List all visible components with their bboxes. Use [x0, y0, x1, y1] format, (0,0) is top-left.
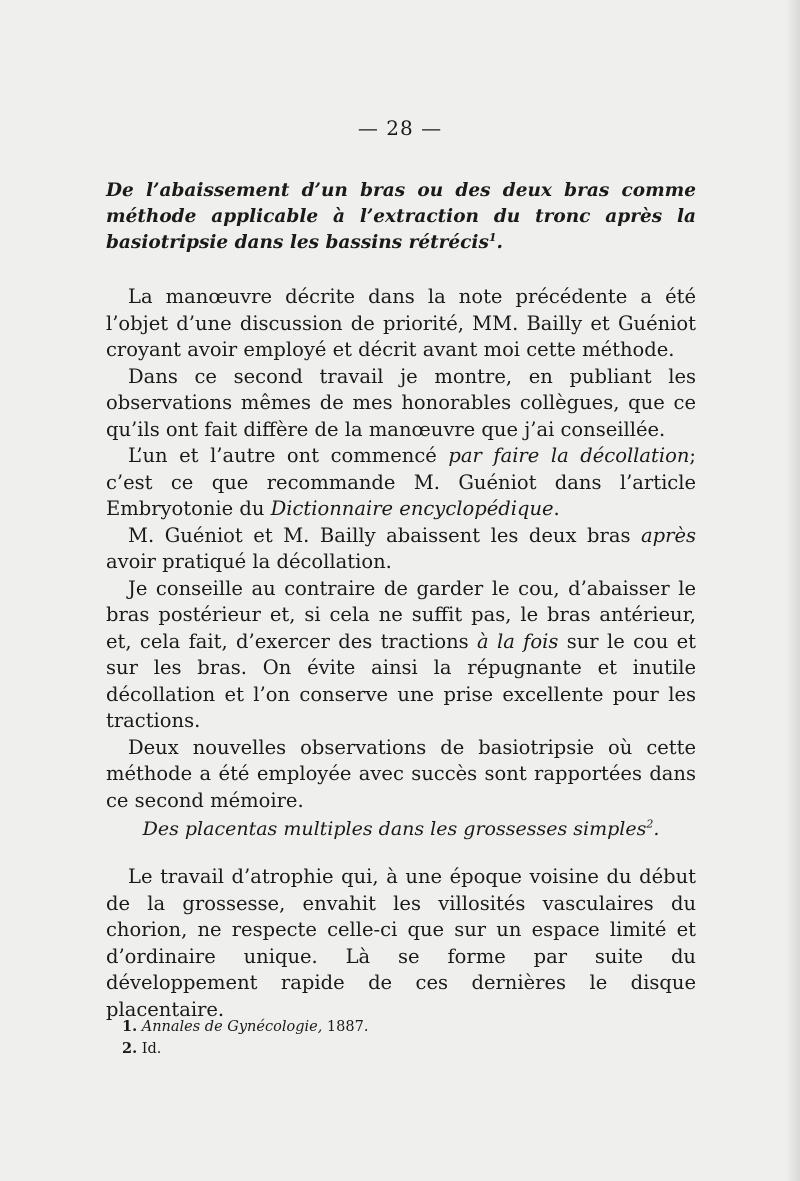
footnotes: [122, 1016, 622, 1060]
section-heading: Des placentas multiples dans les grossesses simples$^2$.: [142, 817, 660, 840]
emphasis: à la fois: [477, 629, 559, 653]
paragraph: Le travail d’atrophie qui, à une époque voisine du début de la grossesse, envahit les villosités vasculaires du chorion, ne respecte celle-ci que sur un espace limité et d’ordinaire unique. Là se forme par suite du développement rapide de ces dernières le disque placentaire.: [106, 865, 696, 1021]
paragraph: M. Guéniot et M. Bailly abaissent les deux bras après avoir pratiqué la décollation.: [106, 523, 696, 573]
emphasis: Dictionnaire encyclopédique: [270, 497, 554, 520]
emphasis: après: [641, 523, 696, 547]
paragraph: L’un et l’autre ont commencé par faire la décollation; c’est ce que recommande M. Guéniot dans l’article Embryotonie du Dictionnaire encyclopédique.: [106, 444, 696, 520]
footnote-ref: 1: [488, 230, 497, 244]
paragraph: Je conseille au contraire de garder le cou, d’abaisser le bras postérieur et, si cela ne suffit pas, le bras antérieur, et, cela fait, d’exercer des tractions à la fois sur le cou et sur les bras. On évite ainsi la répugnante et inutile décollation et l’on conserve une prise excellente pour les tractions.: [106, 576, 696, 732]
section-heading-text: Des placentas multiples dans les grossesses simples: [142, 818, 647, 840]
section-body: [106, 864, 696, 1023]
paragraph: Deux nouvelles observations de basiotripsie où cette méthode a été employée avec succès sont rapportées dans ce second mémoire.: [106, 735, 696, 812]
emphasis: par faire la décollation: [448, 444, 690, 467]
section-heading-text: De l’abaissement d’un bras ou des deux bras comme méthode applicable à l’extraction du tronc après la basiotripsie dans les bassins rétrécis: [106, 180, 696, 253]
page-number: — 28 —: [357, 116, 443, 140]
paragraph: Dans ce second travail je montre, en publiant les observations mêmes de mes honorables collègues, que ce qu’ils ont fait diffère de la manœuvre que j’ai conseillée.: [106, 364, 696, 441]
footnote-ref: 2: [646, 817, 654, 831]
section-heading: De l’abaissement d’un bras ou des deux bras comme méthode applicable à l’extraction du tronc après la basiotripsie dans les bassins rétrécis$^1$.: [106, 180, 696, 253]
footnote: 1. Annales de Gynécologie, 1887.: [122, 1018, 369, 1035]
paragraph: La manœuvre décrite dans la note précédente a été l’objet d’une discussion de priorité, MM. Bailly et Guéniot croyant avoir employé et décrit avant moi cette méthode.: [106, 285, 696, 361]
footnote: 2. Id.: [122, 1040, 162, 1057]
section-body: [106, 284, 696, 814]
